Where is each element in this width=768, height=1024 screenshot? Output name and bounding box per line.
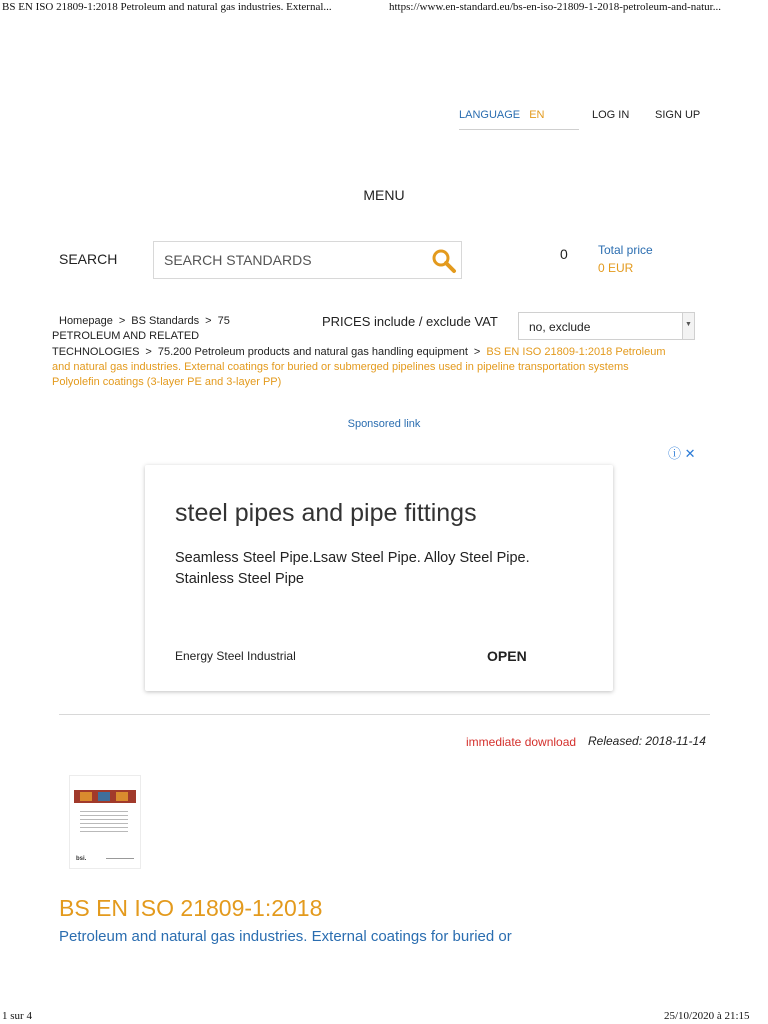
release-date: Released: 2018-11-14: [588, 734, 706, 748]
breadcrumb-75-name-cont[interactable]: TECHNOLOGIES: [52, 346, 140, 358]
bsi-logo: bsi.: [76, 856, 87, 862]
vat-label: PRICES include / exclude VAT: [322, 314, 498, 329]
search-label: SEARCH: [59, 251, 118, 267]
divider: [59, 714, 710, 715]
breadcrumb-homepage[interactable]: Homepage: [59, 315, 113, 327]
language-code: EN: [529, 109, 545, 121]
total-price-value: 0 EUR: [598, 261, 634, 275]
vat-select[interactable]: [518, 312, 695, 340]
search-input[interactable]: [162, 242, 416, 278]
vat-selected-value: no, exclude: [529, 320, 591, 334]
cart-count[interactable]: 0: [560, 246, 568, 262]
ad-open-button[interactable]: OPEN: [487, 648, 527, 664]
language-label: LANGUAGE: [459, 109, 521, 121]
ad-advertiser: Energy Steel Industrial: [175, 649, 296, 663]
ad-description: Seamless Steel Pipe.Lsaw Steel Pipe. Alloy Steel Pipe. Stainless Steel Pipe: [175, 550, 530, 587]
breadcrumb-line-3: TECHNOLOGIES > 75.200 Petroleum products and natural gas handling equipment > BS EN ISO 21809-1:2018 Petroleum: [52, 346, 666, 358]
login-link[interactable]: LOG IN: [592, 109, 630, 121]
advertisement-card[interactable]: [145, 465, 613, 691]
breadcrumb-line-1: Homepage > BS Standards > 75: [59, 315, 230, 327]
print-datetime: 25/10/2020 à 21:15: [664, 1010, 750, 1022]
breadcrumb-current: BS EN ISO 21809-1:2018 Petroleum: [486, 346, 666, 358]
menu-button[interactable]: MENU: [363, 187, 405, 203]
standard-cover-thumbnail[interactable]: [69, 775, 141, 869]
breadcrumb-75[interactable]: 75: [217, 315, 230, 327]
breadcrumb-75-name[interactable]: PETROLEUM AND RELATED: [52, 330, 200, 342]
signup-link[interactable]: SIGN UP: [655, 109, 701, 121]
breadcrumb-bs-standards[interactable]: BS Standards: [131, 315, 200, 327]
availability-label: immediate download: [466, 735, 577, 749]
standard-code: BS EN ISO 21809-1:2018: [59, 895, 323, 921]
breadcrumb-line-4: [52, 360, 712, 375]
search-icon[interactable]: [431, 248, 457, 274]
sponsored-link[interactable]: Sponsored link: [347, 418, 421, 430]
standard-subtitle: Petroleum and natural gas industries. External coatings for buried or: [59, 928, 512, 945]
cover-footer-line: [106, 858, 134, 859]
print-url: https://www.en-standard.eu/bs-en-iso-21809-1-2018-petroleum-and-natur...: [389, 1, 721, 13]
print-page-counter: 1 sur 4: [2, 1010, 32, 1022]
breadcrumb-current-end: Polyolefin coatings (3-layer PE and 3-layer PP): [52, 376, 282, 388]
total-price-label: Total price: [598, 243, 653, 257]
cover-text-lines: [80, 811, 128, 833]
cover-image-band: [74, 790, 136, 803]
search-box: [153, 241, 462, 279]
breadcrumb-line-2: [52, 329, 199, 344]
ad-title[interactable]: steel pipes and pipe fittings: [175, 499, 477, 527]
print-page-title: BS EN ISO 21809-1:2018 Petroleum and natural gas industries. External...: [2, 1, 332, 13]
chevron-down-icon[interactable]: ▼: [682, 313, 694, 339]
language-selector[interactable]: [459, 109, 579, 130]
breadcrumb-current-cont: and natural gas industries. External coatings for buried or submerged pipelines used in pipeline transportation systems: [52, 361, 629, 373]
breadcrumb-75-200[interactable]: 75.200 Petroleum products and natural gas handling equipment: [157, 346, 468, 358]
ad-choices-close-icon[interactable]: ⓘ ✕: [668, 446, 696, 461]
breadcrumb-line-5: [52, 375, 281, 390]
